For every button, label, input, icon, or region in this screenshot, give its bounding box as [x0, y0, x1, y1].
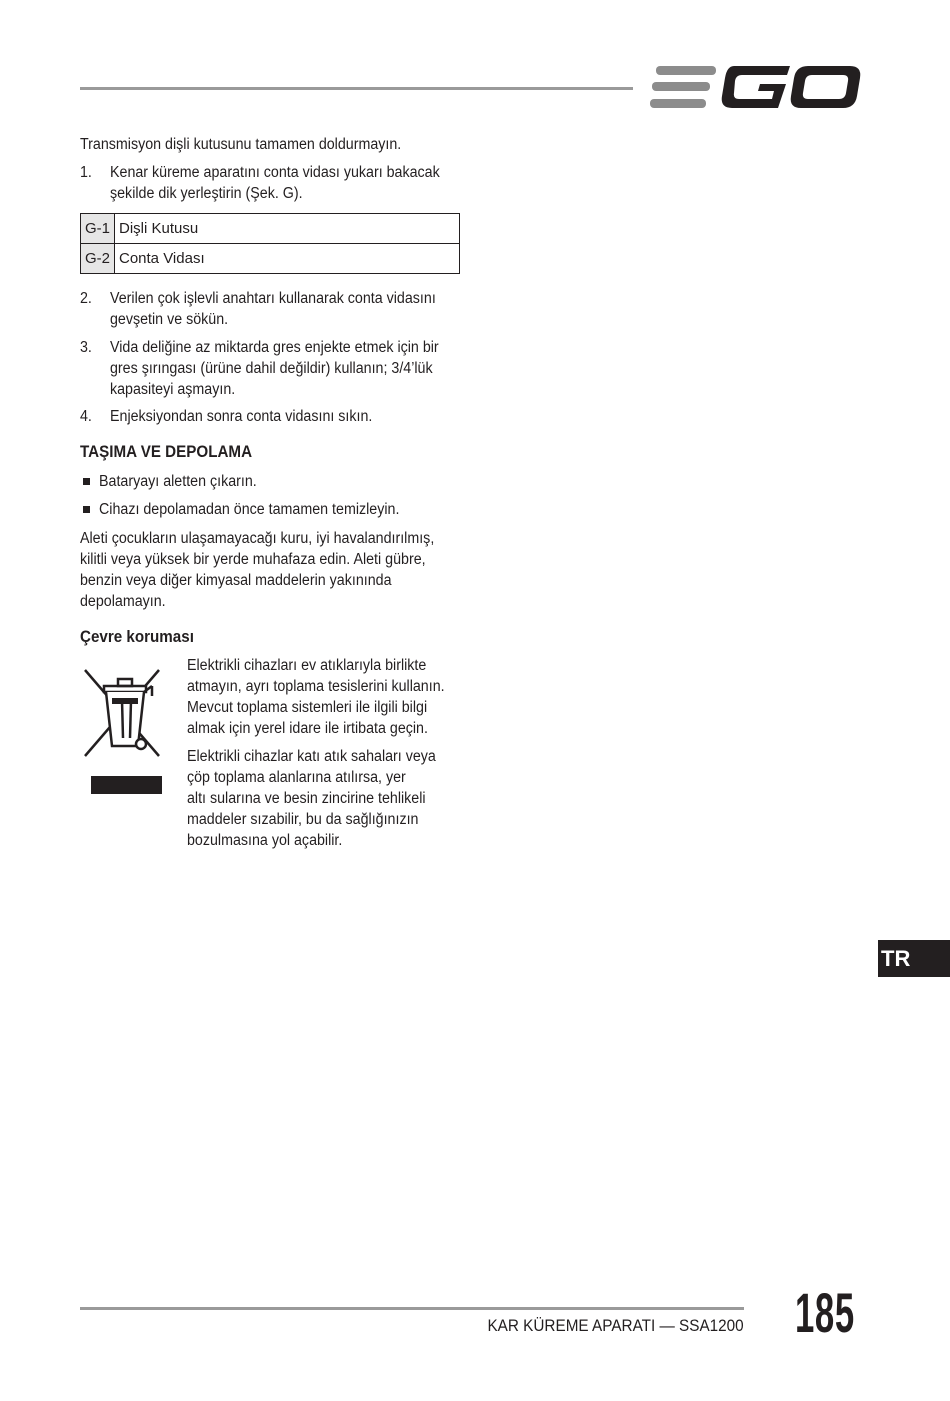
part-label: Conta Vidası [115, 244, 460, 274]
footer-title: KAR KÜREME APARATI — SSA1200 [487, 1316, 744, 1335]
step-number: 4. [80, 408, 92, 425]
ego-logo [650, 64, 862, 110]
intro-text: Transmisyon dişli kutusunu tamamen doldurmayın. [80, 136, 402, 153]
storage-paragraph-line: kilitli veya yüksek bir yerde muhafaza edin. Aleti gübre, [80, 551, 426, 568]
environment-line: maddeler sızabilir, bu da sağlığınızın [187, 811, 419, 828]
environment-line: Mevcut toplama sistemleri ile ilgili bilgi [187, 699, 428, 716]
bullet-text: Bataryayı aletten çıkarın. [99, 473, 257, 490]
step-line: şekilde dik yerleştirin (Şek. G). [110, 185, 303, 202]
table-row [81, 244, 460, 274]
storage-paragraph-line: Aleti çocukların ulaşamayacağı kuru, iyi havalandırılmış, [80, 530, 435, 547]
environment-line: Elektrikli cihazları ev atıklarıyla birlikte [187, 657, 427, 674]
step-number: 2. [80, 290, 92, 307]
logo-text: EGO [760, 93, 765, 95]
step-line: Enjeksiyondan sonra conta vidasını sıkın. [110, 408, 373, 425]
step-number: 3. [80, 339, 92, 356]
footer-rule [80, 1307, 744, 1310]
part-code: G-2 [81, 244, 115, 274]
environment-line: almak için yerel idare ile irtibata geçin. [187, 720, 428, 737]
language-tab: TR [878, 940, 950, 977]
page-number: 185 [795, 1281, 855, 1344]
table-row [81, 214, 460, 244]
header-rule [80, 87, 633, 90]
environment-line: Elektrikli cihazlar katı atık sahaları veya [187, 748, 436, 765]
step-number: 1. [80, 164, 92, 181]
parts-table [80, 213, 460, 274]
step-line: kapasiteyi aşmayın. [110, 381, 236, 398]
step-line: gres şırıngası (ürüne dahil değildir) kullanın; 3/4’lük [110, 360, 433, 377]
bullet-icon [83, 506, 90, 513]
step-line: Kenar küreme aparatını conta vidası yukarı bakacak [110, 164, 440, 181]
part-label: Dişli Kutusu [115, 214, 460, 244]
bullet-text: Cihazı depolamadan önce tamamen temizleyin. [99, 501, 400, 518]
step-line: Verilen çok işlevli anahtarı kullanarak conta vidasını [110, 290, 436, 307]
environment-line: altı sularına ve besin zincirine tehlikeli [187, 790, 426, 807]
environment-line: atmayın, ayrı toplama tesislerini kullanın. [187, 678, 445, 695]
weee-bin-icon [82, 664, 166, 798]
environment-line: çöp toplama alanlarına atılırsa, yer [187, 769, 406, 786]
environment-line: bozulmasına yol açabilir. [187, 832, 343, 849]
storage-heading: TAŞIMA VE DEPOLAMA [80, 443, 253, 461]
step-line: gevşetin ve sökün. [110, 311, 229, 328]
bullet-icon [83, 478, 90, 485]
environment-heading: Çevre koruması [80, 628, 194, 646]
storage-paragraph-line: depolamayın. [80, 593, 166, 610]
part-code: G-1 [81, 214, 115, 244]
storage-paragraph-line: benzin veya diğer kimyasal maddelerin yakınında [80, 572, 392, 589]
step-line: Vida deliğine az miktarda gres enjekte etmek için bir [110, 339, 439, 356]
